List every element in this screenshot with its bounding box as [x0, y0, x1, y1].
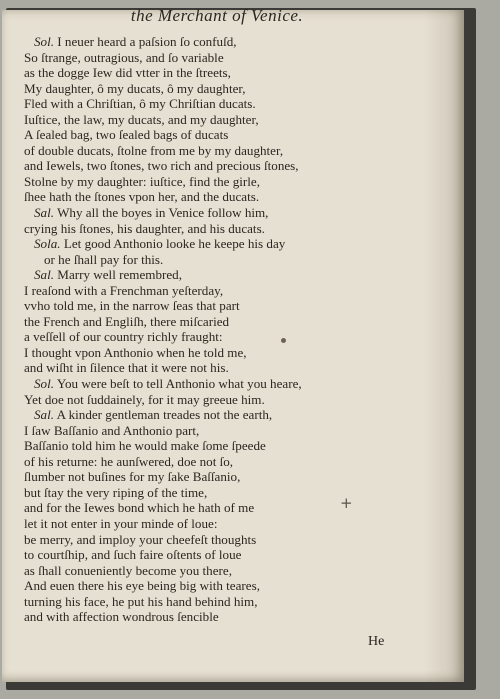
text-line [24, 158, 424, 174]
text-line [24, 578, 424, 594]
text-line [24, 376, 424, 392]
book-page [2, 6, 464, 682]
line-text: A kinder gentleman treades not the earth, [56, 407, 273, 423]
line-text: let it not enter in your minde of loue: [24, 515, 218, 531]
line-text: be merry, and imploy your cheefeſt thoughts [24, 531, 257, 547]
ink-spot [281, 338, 286, 343]
text-line [24, 423, 424, 439]
text-line [24, 563, 424, 579]
text-line [24, 81, 424, 97]
text-line [24, 532, 424, 548]
line-text: Let good Anthonio looke he keepe his day [63, 236, 286, 252]
line-text: Iuſtice, the law, my ducats, and my daughter, [24, 111, 259, 127]
text-line [24, 127, 424, 143]
line-text: of his returne: he aunſwered, doe not ſo, [24, 453, 234, 469]
text-line [24, 252, 424, 268]
text-line [24, 407, 424, 423]
text-line [24, 454, 424, 470]
line-text: Why all the boyes in Venice follow him, [57, 205, 269, 221]
text-line [24, 547, 424, 563]
text-line [24, 221, 424, 237]
line-text: I neuer heard a paſsion ſo confuſd, [57, 34, 237, 49]
line-text: and wiſht in ſilence that it were not his. [24, 360, 229, 376]
speaker-label: Sal. [34, 205, 55, 221]
text-line [24, 594, 424, 610]
line-text: I ſaw Baſſanio and Anthonio part, [24, 422, 200, 438]
line-text: a veſſell of our country richly fraught: [24, 329, 223, 345]
speaker-label: Sal. [34, 267, 55, 283]
line-text: or he ſhall pay for this. [44, 251, 164, 267]
line-text: ſlumber not buſines for my ſake Baſſanio, [24, 469, 241, 485]
speaker-label: Sol. [34, 376, 55, 392]
line-text: to courtſhip, and ſuch faire oſtents of loue [24, 547, 242, 563]
catchword: He [368, 634, 385, 649]
line-text: turning his face, he put his hand behind him, [24, 593, 258, 609]
line-text: as ſhall conueniently become you there, [24, 562, 232, 578]
line-text: of double ducats, ſtolne from me by my daughter, [24, 142, 284, 158]
text-line [24, 283, 424, 299]
line-text: vvho told me, in the narrow ſeas that part [24, 298, 240, 314]
text-line [24, 329, 424, 345]
speaker-label: Sal. [34, 407, 55, 423]
text-line [24, 112, 424, 128]
text-line [24, 500, 424, 516]
text-line [24, 298, 424, 314]
text-line [24, 360, 424, 376]
text-line [24, 236, 424, 252]
text-line [24, 189, 424, 205]
text-line [24, 205, 424, 221]
running-head: the Merchant of Venice. [130, 6, 304, 25]
text-line [24, 174, 424, 190]
margin-mark: + [340, 494, 353, 512]
text-line [24, 34, 424, 50]
line-text: and for the Iewes bond which he hath of me [24, 500, 255, 516]
text-line [24, 50, 424, 66]
text-line [24, 392, 424, 408]
line-text: and with affection wondrous ſencible [24, 609, 219, 625]
line-text: Stolne by my daughter: iuſtice, find the girle, [24, 173, 261, 189]
line-text: Baſſanio told him he would make ſome ſpeede [24, 438, 266, 454]
line-text: And euen there his eye being big with teares, [24, 578, 260, 594]
text-line [24, 65, 424, 81]
line-text: A ſealed bag, two ſealed bags of ducats [24, 127, 229, 143]
line-text: and Iewels, two ſtones, two rich and precious ſtones, [24, 158, 299, 174]
line-text: Fled with a Chriſtian, ô my Chriſtian ducats. [24, 96, 256, 112]
speaker-label: Sola. [34, 236, 61, 252]
speaker-label: Sol. [34, 34, 55, 49]
line-text: but ſtay the very riping of the time, [24, 484, 208, 500]
text-line [24, 314, 424, 330]
line-text: You were beſt to tell Anthonio what you heare, [56, 376, 302, 392]
line-text: ſhee hath the ſtones vpon her, and the ducats. [24, 189, 260, 205]
line-text: as the dogge Iew did vtter in the ſtreets, [24, 65, 231, 81]
line-text: Marry well remembred, [57, 267, 183, 283]
text-line [24, 96, 424, 112]
text-line [24, 485, 424, 501]
text-line [24, 609, 424, 625]
text-line [24, 438, 424, 454]
line-text: So ſtrange, outragious, and ſo variable [24, 49, 224, 65]
text-block [24, 34, 424, 625]
text-line [24, 267, 424, 283]
line-text: crying his ſtones, his daughter, and his ducats. [24, 220, 265, 236]
text-line [24, 469, 424, 485]
text-line [24, 143, 424, 159]
line-text: I reaſond with a Frenchman yeſterday, [24, 282, 224, 298]
text-line [24, 345, 424, 361]
text-line [24, 516, 424, 532]
line-text: I thought vpon Anthonio when he told me, [24, 344, 247, 360]
line-text: My daughter, ô my ducats, ô my daughter, [24, 80, 246, 96]
line-text: Yet doe not ſuddainely, for it may greeue him. [24, 391, 265, 407]
line-text: the French and Engliſh, there miſcaried [24, 313, 230, 329]
page-gutter-shadow [424, 10, 464, 682]
